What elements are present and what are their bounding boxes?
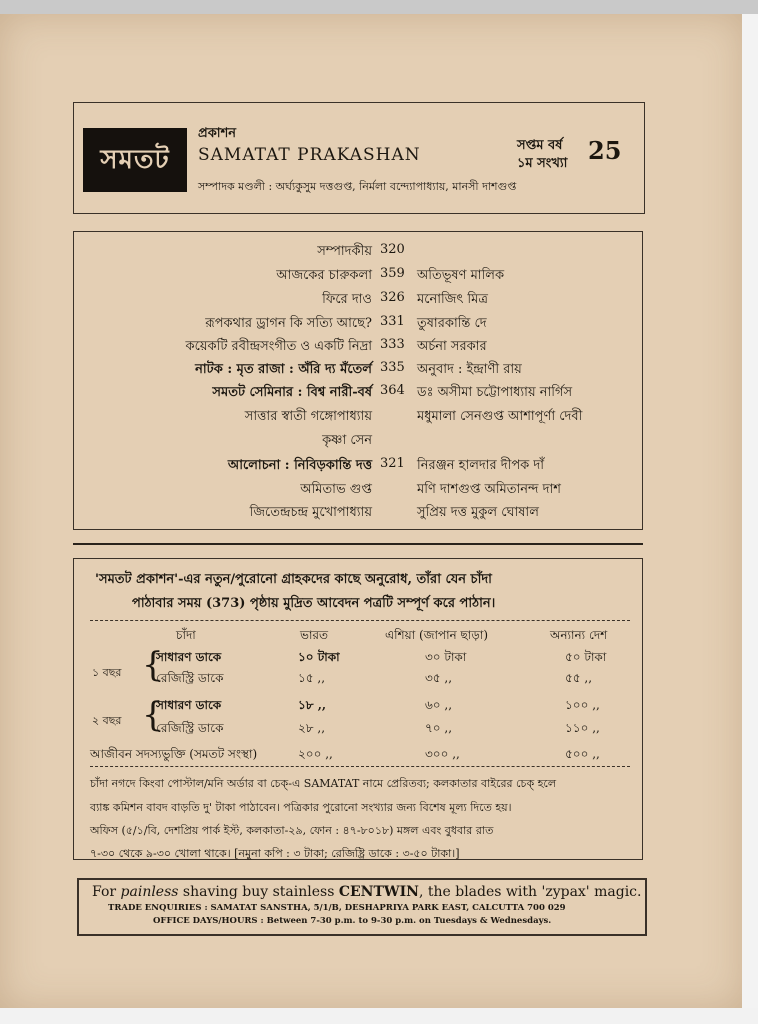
fineprint-divider [90, 766, 630, 767]
toc-author: তুষারকান্তি দে [417, 316, 487, 331]
editors-line: সম্পাদক মণ্ডলী : অর্ঘ্যকুসুম দত্তগুপ্ত, নির্মলা বন্দ্যোপাধ্যায়, মানসী দাশগুপ্ত [198, 180, 517, 193]
subscription-asia-price: ৬০ ,, [425, 698, 453, 712]
scan-right-border [742, 14, 758, 1024]
toc-title: আজকের চারুকলা [276, 268, 372, 283]
toc-author: মনোজিৎ মিত্র [417, 292, 488, 307]
ad-text-mid: shaving buy stainless [178, 884, 339, 900]
subscription-period: ২ বছর [92, 714, 122, 727]
ad-trade-enquiries: TRADE ENQUIRIES : SAMATAT SANSTHA, 5/1/B, DESHAPRIYA PARK EAST, CALCUTTA 700 029 [108, 903, 566, 913]
toc-author: মণি দাশগুপ্ত অমিতানন্দ দাশ [417, 482, 561, 497]
subscription-asia-price: ৩০০ ,, [425, 747, 460, 761]
toc-author: সুপ্রিয় দত্ত মুকুল ঘোষাল [417, 505, 539, 520]
toc-page: 331 [380, 314, 405, 329]
subscription-asia-price: ৩০ টাকা [425, 650, 467, 664]
subscription-header: এশিয়া (জাপান ছাড়া) [385, 628, 489, 642]
subscription-india-price: ১০ টাকা [298, 650, 340, 664]
publisher-name: SAMATAT PRAKASHAN [198, 145, 421, 165]
toc-title: জিতেন্দ্রচন্দ্র মুখোপাধ্যায় [249, 505, 372, 520]
subscription-mode: সাধারণ ডাকে [156, 650, 222, 664]
notice-line-1: 'সমতট প্রকাশন'-এর নতুন/পুরোনো গ্রাহকদের কাছে অনুরোধ, তাঁরা যেন চাঁদা [95, 572, 492, 587]
publisher-label: প্রকাশন [198, 126, 237, 141]
toc-title: কয়েকটি রবীন্দ্রসংগীত ও একটি নিদ্রা [185, 339, 372, 354]
toc-page: 364 [380, 383, 405, 398]
subscription-header: ভারত [300, 628, 329, 642]
notice-line-2: পাঠাবার সময় (373) পৃষ্ঠায় মুদ্রিত আবেদন পত্রটি সম্পূর্ণ করে পাঠান। [132, 596, 496, 611]
toc-author: মধুমালা সেনগুপ্ত আশাপূর্ণা দেবী [417, 409, 583, 424]
bracket-two-year: { [142, 695, 164, 735]
section-divider [73, 543, 643, 545]
toc-page: 320 [380, 242, 405, 257]
ad-office-hours: OFFICE DAYS/HOURS : Between 7-30 p.m. to 9-30 p.m. on Tuesdays & Wednesdays. [153, 916, 552, 926]
toc-title: অমিতাভ গুপ্ত [300, 482, 372, 497]
subscription-header: অন্যান্য দেশ [550, 628, 608, 642]
subscription-mode: রেজিস্ট্রি ডাকে [156, 721, 224, 735]
toc-page: 326 [380, 290, 405, 305]
toc-page: 335 [380, 360, 405, 375]
issue-number: 25 [588, 136, 622, 165]
subscription-mode: রেজিস্ট্রি ডাকে [156, 671, 224, 685]
toc-author: নিরঞ্জন হালদার দীপক দাঁ [417, 458, 544, 473]
scan-bottom-border [0, 1008, 758, 1024]
ad-text-painless: painless [120, 884, 179, 900]
toc-title: ফিরে দাও [322, 292, 372, 307]
subscription-other-price: ১১০ ,, [565, 721, 600, 735]
samatat-logo [83, 128, 187, 192]
bracket-one-year: { [142, 645, 164, 685]
subscription-asia-price: ৩৫ ,, [425, 671, 453, 685]
subscription-india-price: ১৫ ,, [298, 671, 326, 685]
toc-author: ডঃ অসীমা চট্টোপাধ্যায় নার্গিস [417, 385, 573, 400]
ad-text-pre: For [92, 884, 121, 900]
subscription-asia-price: ৭০ ,, [425, 721, 453, 735]
toc-page: 321 [380, 456, 405, 471]
ad-brand: CENTWIN [338, 884, 419, 900]
volume-label: সপ্তম বর্ষ [517, 138, 563, 153]
toc-title: সমতট সেমিনার : বিশ্ব নারী-বর্ষ [212, 385, 372, 400]
fine-print-line: চাঁদা নগদে কিংবা পোস্টাল/মনি অর্ডার বা চেক্‌-এ SAMATAT নামে প্রেরিতব্য; কলকাতার বাইরের চেক্‌ হলে [90, 777, 557, 790]
subscription-india-price: ২০০ ,, [298, 747, 333, 761]
toc-title: কৃষ্ণা সেন [322, 433, 372, 448]
subscription-other-price: ৫৫ ,, [565, 671, 593, 685]
issue-label: ১ম সংখ্যা [517, 156, 568, 171]
subscription-header: চাঁদা [176, 628, 196, 642]
toc-title: আলোচনা : নিবিড়কান্তি দত্ত [227, 458, 372, 473]
fine-print-line: ব্যাঙ্ক কমিশন বাবদ বাড়তি দু' টাকা পাঠাবেন। পত্রিকার পুরোনো সংখ্যার জন্য বিশেষ মূল্য দিতে হয়। [90, 801, 512, 814]
subscription-mode: আজীবন সদস্যভুক্তি (সমতট সংস্থা) [90, 747, 258, 761]
toc-author: অতিভূষণ মালিক [417, 268, 505, 283]
toc-title: নাটক : মৃত রাজা : অঁরি দ্য মঁতের্ল [195, 362, 372, 377]
fine-print-line: অফিস (৫/১/বি, দেশপ্রিয় পার্ক ইস্ট, কলকাতা-২৯, ফোন : ৪৭-৮০১৮) মঙ্গল এবং বুধবার রাত [90, 824, 494, 837]
toc-author: অনুবাদ : ইন্দ্রাণী রায় [417, 362, 522, 377]
subscription-other-price: ৫০ টাকা [565, 650, 607, 664]
toc-page: 333 [380, 337, 405, 352]
subscription-india-price: ২৮ ,, [298, 721, 326, 735]
subscription-other-price: ১০০ ,, [565, 698, 600, 712]
ad-text-post: , the blades with 'zypax' magic. [418, 884, 642, 900]
toc-author: অর্চনা সরকার [417, 339, 487, 354]
subscription-india-price: ১৮ ,, [298, 698, 327, 712]
toc-title: রূপকথার ড্রাগন কি সত্যি আছে? [205, 316, 372, 331]
logo-text: সমতট [100, 145, 170, 175]
toc-page: 359 [380, 266, 405, 281]
subscription-other-price: ৫০০ ,, [565, 747, 600, 761]
ad-headline [92, 884, 641, 900]
toc-title: সম্পাদকীয় [317, 244, 372, 259]
subscription-period: ১ বছর [92, 666, 122, 679]
fine-print-line: ৭-৩০ থেকে ৯-৩০ খোলা থাকে। [নমুনা কপি : ৩ টাকা; রেজিষ্ট্রি ডাকে : ৩-৫০ টাকা।] [90, 847, 460, 860]
toc-title: সাত্তার স্বাতী গঙ্গোপাধ্যায় [244, 409, 372, 424]
subscription-mode: সাধারণ ডাকে [156, 698, 222, 712]
notice-divider [90, 620, 630, 621]
